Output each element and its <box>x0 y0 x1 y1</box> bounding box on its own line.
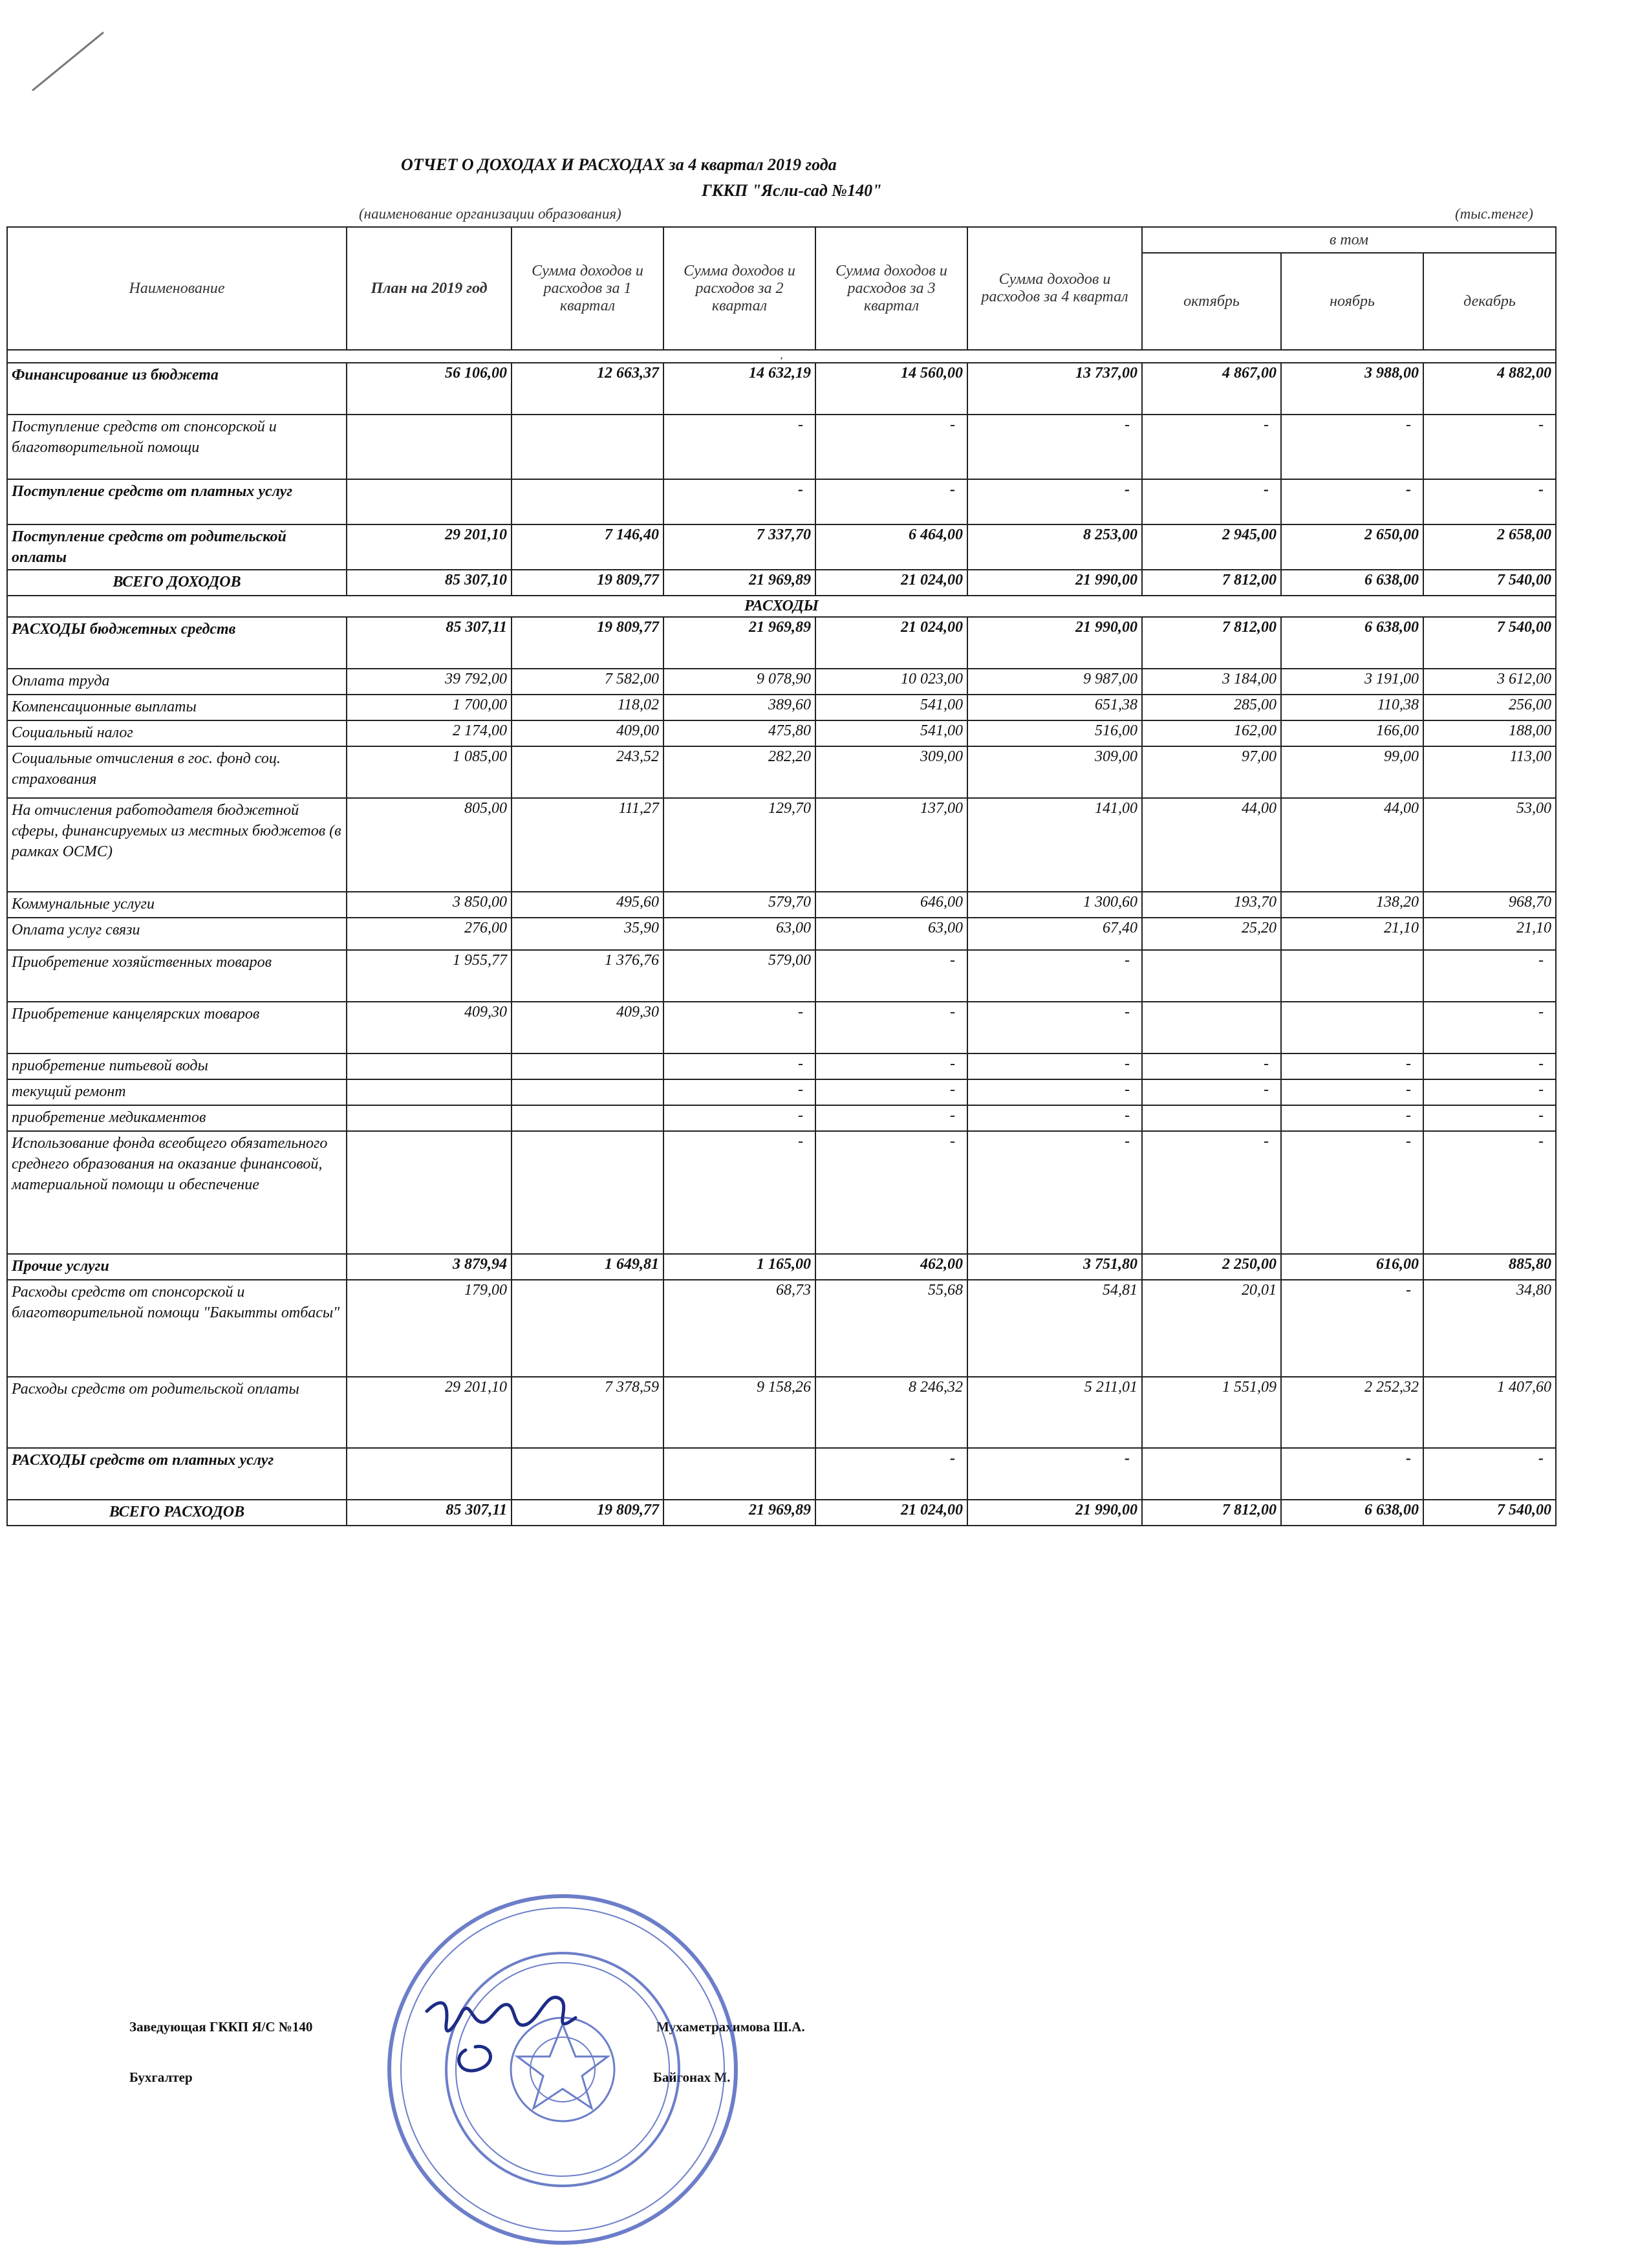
header-q4: Сумма доходов и расходов за 4 квартал <box>967 227 1142 350</box>
income-row <box>7 524 1556 570</box>
cell-q3: - <box>815 1131 967 1254</box>
cell-q3: 21 024,00 <box>815 617 967 669</box>
cell-plan <box>347 1053 512 1079</box>
cell-q4: 21 990,00 <box>967 617 1142 669</box>
cell-nov: 44,00 <box>1281 798 1423 892</box>
income-total-row <box>7 570 1556 596</box>
expense-row <box>7 1254 1556 1280</box>
cell-oct: 20,01 <box>1142 1280 1281 1377</box>
cell-plan: 1 085,00 <box>347 746 512 798</box>
header-oct: октябрь <box>1142 253 1281 350</box>
cell-q2: - <box>663 1002 815 1053</box>
cell-q2: 63,00 <box>663 918 815 950</box>
cell-dec: - <box>1423 1002 1556 1053</box>
row-label: Расходы средств от спонсорской и благотворительной помощи "Бакытты отбасы" <box>7 1280 347 1377</box>
row-label: Использование фонда всеобщего обязательного среднего образования на оказание финансовой, материальной помощи и обеспечение <box>7 1131 347 1254</box>
row-label: Поступление средств от спонсорской и благотворительной помощи <box>7 415 347 479</box>
header-incl: в том <box>1142 227 1556 253</box>
cell-dec: - <box>1423 1105 1556 1131</box>
row-label: ВСЕГО РАСХОДОВ <box>7 1500 347 1526</box>
cell-q4: 21 990,00 <box>967 1500 1142 1526</box>
cell-oct: - <box>1142 415 1281 479</box>
cell-oct: 7 812,00 <box>1142 570 1281 596</box>
row-label: Оплата услуг связи <box>7 918 347 950</box>
cell-q1 <box>512 1053 663 1079</box>
expense-row <box>7 1002 1556 1053</box>
cell-q4: 5 211,01 <box>967 1377 1142 1448</box>
cell-q2: - <box>663 1053 815 1079</box>
expense-row <box>7 918 1556 950</box>
row-label: РАСХОДЫ средств от платных услуг <box>7 1448 347 1500</box>
cell-q3: 14 560,00 <box>815 363 967 415</box>
report-body <box>7 350 1556 1526</box>
cell-q4: 1 300,60 <box>967 892 1142 918</box>
cell-oct: 7 812,00 <box>1142 1500 1281 1526</box>
row-label: На отчисления работодателя бюджетной сферы, финансируемых из местных бюджетов (в рамках ОСМС) <box>7 798 347 892</box>
cell-q1: 1 376,76 <box>512 950 663 1002</box>
row-label: Финансирование из бюджета <box>7 363 347 415</box>
cell-oct: 285,00 <box>1142 695 1281 720</box>
expense-row <box>7 1131 1556 1254</box>
cell-nov: - <box>1281 1448 1423 1500</box>
header-q3: Сумма доходов и расходов за 3 квартал <box>815 227 967 350</box>
cell-q2: 129,70 <box>663 798 815 892</box>
cell-q4: - <box>967 1079 1142 1105</box>
cell-q4: 309,00 <box>967 746 1142 798</box>
cell-nov: 2 252,32 <box>1281 1377 1423 1448</box>
cell-q1: 1 649,81 <box>512 1254 663 1280</box>
head-role: Заведующая ГККП Я/С №140 <box>129 2019 313 2035</box>
cell-q2: 282,20 <box>663 746 815 798</box>
cell-q2: 579,70 <box>663 892 815 918</box>
cell-plan: 1 955,77 <box>347 950 512 1002</box>
cell-dec: - <box>1423 415 1556 479</box>
cell-q1: 7 378,59 <box>512 1377 663 1448</box>
report-table <box>6 226 1557 1526</box>
row-label: Компенсационные выплаты <box>7 695 347 720</box>
cell-q2: 21 969,89 <box>663 617 815 669</box>
cell-q3: 21 024,00 <box>815 570 967 596</box>
cell-q1: 243,52 <box>512 746 663 798</box>
cell-q3: 8 246,32 <box>815 1377 967 1448</box>
cell-q1 <box>512 1131 663 1254</box>
cell-dec: 7 540,00 <box>1423 570 1556 596</box>
header-q1: Сумма доходов и расходов за 1 квартал <box>512 227 663 350</box>
cell-q2: 9 078,90 <box>663 669 815 695</box>
cell-oct <box>1142 950 1281 1002</box>
cell-nov: 6 638,00 <box>1281 617 1423 669</box>
cell-plan <box>347 1131 512 1254</box>
cell-nov: - <box>1281 1079 1423 1105</box>
cell-q4: 516,00 <box>967 720 1142 746</box>
cell-nov: 110,38 <box>1281 695 1423 720</box>
cell-q1: 111,27 <box>512 798 663 892</box>
cell-q3: 10 023,00 <box>815 669 967 695</box>
cell-q4: 13 737,00 <box>967 363 1142 415</box>
cell-q2: 475,80 <box>663 720 815 746</box>
row-label: приобретение питьевой воды <box>7 1053 347 1079</box>
expense-section-row <box>7 596 1556 617</box>
cell-oct: 44,00 <box>1142 798 1281 892</box>
row-label: Прочие услуги <box>7 1254 347 1280</box>
cell-q1: 7 146,40 <box>512 524 663 570</box>
header-dec: декабрь <box>1423 253 1556 350</box>
cell-q1: 7 582,00 <box>512 669 663 695</box>
handwritten-signature-icon <box>414 1972 588 2082</box>
cell-oct: 1 551,09 <box>1142 1377 1281 1448</box>
cell-plan <box>347 1079 512 1105</box>
accountant-role: Бухгалтер <box>129 2069 193 2085</box>
cell-dec: 2 658,00 <box>1423 524 1556 570</box>
cell-nov: 99,00 <box>1281 746 1423 798</box>
cell-nov: 138,20 <box>1281 892 1423 918</box>
cell-dec: - <box>1423 950 1556 1002</box>
cell-oct <box>1142 1105 1281 1131</box>
cell-oct: 25,20 <box>1142 918 1281 950</box>
row-label: приобретение медикаментов <box>7 1105 347 1131</box>
cell-dec: 53,00 <box>1423 798 1556 892</box>
cell-dec: - <box>1423 479 1556 524</box>
cell-q4: 651,38 <box>967 695 1142 720</box>
cell-q1: 495,60 <box>512 892 663 918</box>
cell-nov: 2 650,00 <box>1281 524 1423 570</box>
cell-oct: 162,00 <box>1142 720 1281 746</box>
cell-q2: 21 969,89 <box>663 1500 815 1526</box>
cell-dec: 113,00 <box>1423 746 1556 798</box>
row-label: Социальный налог <box>7 720 347 746</box>
cell-plan: 3 850,00 <box>347 892 512 918</box>
expense-row <box>7 720 1556 746</box>
cell-plan <box>347 415 512 479</box>
expense-row <box>7 1377 1556 1448</box>
cell-plan: 29 201,10 <box>347 524 512 570</box>
cell-oct: 4 867,00 <box>1142 363 1281 415</box>
expense-row <box>7 1079 1556 1105</box>
cell-plan: 85 307,11 <box>347 1500 512 1526</box>
cell-plan: 39 792,00 <box>347 669 512 695</box>
cell-q1: 35,90 <box>512 918 663 950</box>
row-label: Приобретение канцелярских товаров <box>7 1002 347 1053</box>
cell-plan: 179,00 <box>347 1280 512 1377</box>
cell-dec: - <box>1423 1131 1556 1254</box>
cell-q3: 6 464,00 <box>815 524 967 570</box>
cell-dec: - <box>1423 1079 1556 1105</box>
cell-dec: 968,70 <box>1423 892 1556 918</box>
cell-oct: 193,70 <box>1142 892 1281 918</box>
income-row <box>7 479 1556 524</box>
cell-q1: 19 809,77 <box>512 570 663 596</box>
cell-q4: 54,81 <box>967 1280 1142 1377</box>
cell-q2: 21 969,89 <box>663 570 815 596</box>
report-title-line2: ГККП "Ясли-сад №140" <box>702 181 882 200</box>
cell-nov: 21,10 <box>1281 918 1423 950</box>
expense-budget-row <box>7 617 1556 669</box>
cell-q1: 19 809,77 <box>512 1500 663 1526</box>
cell-q2: 7 337,70 <box>663 524 815 570</box>
cell-dec: - <box>1423 1053 1556 1079</box>
head-name: Мухаметрахимова Ш.А. <box>656 2019 805 2035</box>
cell-oct: 3 184,00 <box>1142 669 1281 695</box>
cell-q4: 8 253,00 <box>967 524 1142 570</box>
cell-q2: 579,00 <box>663 950 815 1002</box>
scan-mark-icon <box>26 26 110 97</box>
expense-row <box>7 669 1556 695</box>
org-note: (наименование организации образования) <box>359 206 621 222</box>
cell-q1 <box>512 1280 663 1377</box>
cell-q1: 118,02 <box>512 695 663 720</box>
cell-plan: 2 174,00 <box>347 720 512 746</box>
cell-nov: 6 638,00 <box>1281 570 1423 596</box>
cell-nov: 616,00 <box>1281 1254 1423 1280</box>
cell-dec: 4 882,00 <box>1423 363 1556 415</box>
cell-plan: 85 307,11 <box>347 617 512 669</box>
cell-dec: 7 540,00 <box>1423 617 1556 669</box>
cell-q2: - <box>663 479 815 524</box>
cell-oct: - <box>1142 1053 1281 1079</box>
row-label: текущий ремонт <box>7 1079 347 1105</box>
cell-nov: - <box>1281 1131 1423 1254</box>
header-plan: План на 2019 год <box>347 227 512 350</box>
cell-q2: 68,73 <box>663 1280 815 1377</box>
cell-oct <box>1142 1002 1281 1053</box>
cell-q1: 409,00 <box>512 720 663 746</box>
cell-dec: 256,00 <box>1423 695 1556 720</box>
cell-q2: - <box>663 1105 815 1131</box>
cell-q1 <box>512 1079 663 1105</box>
cell-q1: 19 809,77 <box>512 617 663 669</box>
cell-q4: 9 987,00 <box>967 669 1142 695</box>
cell-oct: 7 812,00 <box>1142 617 1281 669</box>
cell-q4: - <box>967 1105 1142 1131</box>
cell-nov: - <box>1281 479 1423 524</box>
cell-dec: 188,00 <box>1423 720 1556 746</box>
expense-row <box>7 1105 1556 1131</box>
cell-q1 <box>512 479 663 524</box>
cell-q2: 389,60 <box>663 695 815 720</box>
cell-nov: - <box>1281 1053 1423 1079</box>
row-label: Оплата труда <box>7 669 347 695</box>
header-q2: Сумма доходов и расходов за 2 квартал <box>663 227 815 350</box>
header-name: Наименование <box>7 227 347 350</box>
accountant-name: Байгонах М. <box>653 2069 731 2085</box>
cell-q3: 63,00 <box>815 918 967 950</box>
row-label: ВСЕГО ДОХОДОВ <box>7 570 347 596</box>
cell-q2: - <box>663 1131 815 1254</box>
cell-plan <box>347 1105 512 1131</box>
row-label: Социальные отчисления в гос. фонд соц. страхования <box>7 746 347 798</box>
cell-plan <box>347 479 512 524</box>
cell-q3: 541,00 <box>815 720 967 746</box>
row-label: Поступление средств от платных услуг <box>7 479 347 524</box>
cell-q3: 55,68 <box>815 1280 967 1377</box>
cell-q3: - <box>815 950 967 1002</box>
expense-row <box>7 1448 1556 1500</box>
expense-row <box>7 1280 1556 1377</box>
cell-q2: - <box>663 1079 815 1105</box>
cell-q4: - <box>967 1131 1142 1254</box>
cell-nov <box>1281 950 1423 1002</box>
cell-q4: - <box>967 1448 1142 1500</box>
cell-plan: 56 106,00 <box>347 363 512 415</box>
cell-nov: 6 638,00 <box>1281 1500 1423 1526</box>
cell-oct: - <box>1142 479 1281 524</box>
cell-q1 <box>512 1448 663 1500</box>
cell-nov <box>1281 1002 1423 1053</box>
expense-row <box>7 695 1556 720</box>
cell-q3: - <box>815 1448 967 1500</box>
cell-q2 <box>663 1448 815 1500</box>
report-title-line1: ОТЧЕТ О ДОХОДАХ И РАСХОДАХ за 4 квартал 2019 года <box>401 155 837 174</box>
cell-q4: - <box>967 479 1142 524</box>
expense-row <box>7 950 1556 1002</box>
cell-q1: 409,30 <box>512 1002 663 1053</box>
row-label: Коммунальные услуги <box>7 892 347 918</box>
header-nov: ноябрь <box>1281 253 1423 350</box>
cell-q1: 12 663,37 <box>512 363 663 415</box>
cell-q3: - <box>815 1002 967 1053</box>
row-label: РАСХОДЫ бюджетных средств <box>7 617 347 669</box>
cell-q3: 309,00 <box>815 746 967 798</box>
cell-q4: - <box>967 950 1142 1002</box>
cell-plan <box>347 1448 512 1500</box>
cell-q2: 9 158,26 <box>663 1377 815 1448</box>
expense-row <box>7 746 1556 798</box>
cell-dec: 3 612,00 <box>1423 669 1556 695</box>
cell-q3: - <box>815 1105 967 1131</box>
expense-row <box>7 892 1556 918</box>
cell-q3: 646,00 <box>815 892 967 918</box>
cell-q1 <box>512 415 663 479</box>
cell-q3: 541,00 <box>815 695 967 720</box>
cell-nov: - <box>1281 415 1423 479</box>
cell-plan: 805,00 <box>347 798 512 892</box>
cell-nov: 166,00 <box>1281 720 1423 746</box>
expense-row <box>7 798 1556 892</box>
cell-q3: - <box>815 415 967 479</box>
expense-section-title: РАСХОДЫ <box>7 596 1556 617</box>
cell-oct <box>1142 1448 1281 1500</box>
cell-q3: 21 024,00 <box>815 1500 967 1526</box>
cell-oct: - <box>1142 1079 1281 1105</box>
cell-nov: 3 988,00 <box>1281 363 1423 415</box>
cell-dec: 1 407,60 <box>1423 1377 1556 1448</box>
cell-dec: 7 540,00 <box>1423 1500 1556 1526</box>
cell-plan: 1 700,00 <box>347 695 512 720</box>
cell-q1 <box>512 1105 663 1131</box>
cell-dec: 885,80 <box>1423 1254 1556 1280</box>
cell-q4: - <box>967 1053 1142 1079</box>
cell-plan: 3 879,94 <box>347 1254 512 1280</box>
row-label: Приобретение хозяйственных товаров <box>7 950 347 1002</box>
separator-row: , <box>7 350 1556 363</box>
cell-q4: 21 990,00 <box>967 570 1142 596</box>
cell-q3: 462,00 <box>815 1254 967 1280</box>
cell-plan: 85 307,10 <box>347 570 512 596</box>
cell-q4: - <box>967 1002 1142 1053</box>
cell-oct: 2 945,00 <box>1142 524 1281 570</box>
cell-nov: 3 191,00 <box>1281 669 1423 695</box>
cell-q2: - <box>663 415 815 479</box>
cell-plan: 409,30 <box>347 1002 512 1053</box>
cell-q3: - <box>815 479 967 524</box>
expense-row <box>7 1053 1556 1079</box>
cell-plan: 29 201,10 <box>347 1377 512 1448</box>
cell-nov: - <box>1281 1105 1423 1131</box>
units-note: (тыс.тенге) <box>1455 206 1533 222</box>
cell-nov: - <box>1281 1280 1423 1377</box>
cell-q4: - <box>967 415 1142 479</box>
row-label: Расходы средств от родительской оплаты <box>7 1377 347 1448</box>
income-row <box>7 363 1556 415</box>
cell-oct: 97,00 <box>1142 746 1281 798</box>
cell-q3: - <box>815 1079 967 1105</box>
cell-dec: 21,10 <box>1423 918 1556 950</box>
cell-q4: 3 751,80 <box>967 1254 1142 1280</box>
income-row <box>7 415 1556 479</box>
cell-oct: - <box>1142 1131 1281 1254</box>
cell-q4: 67,40 <box>967 918 1142 950</box>
cell-oct: 2 250,00 <box>1142 1254 1281 1280</box>
cell-q3: - <box>815 1053 967 1079</box>
expense-total-row <box>7 1500 1556 1526</box>
cell-q4: 141,00 <box>967 798 1142 892</box>
cell-q3: 137,00 <box>815 798 967 892</box>
cell-dec: 34,80 <box>1423 1280 1556 1377</box>
cell-dec: - <box>1423 1448 1556 1500</box>
row-label: Поступление средств от родительской оплаты <box>7 524 347 570</box>
cell-plan: 276,00 <box>347 918 512 950</box>
cell-q2: 1 165,00 <box>663 1254 815 1280</box>
cell-q2: 14 632,19 <box>663 363 815 415</box>
